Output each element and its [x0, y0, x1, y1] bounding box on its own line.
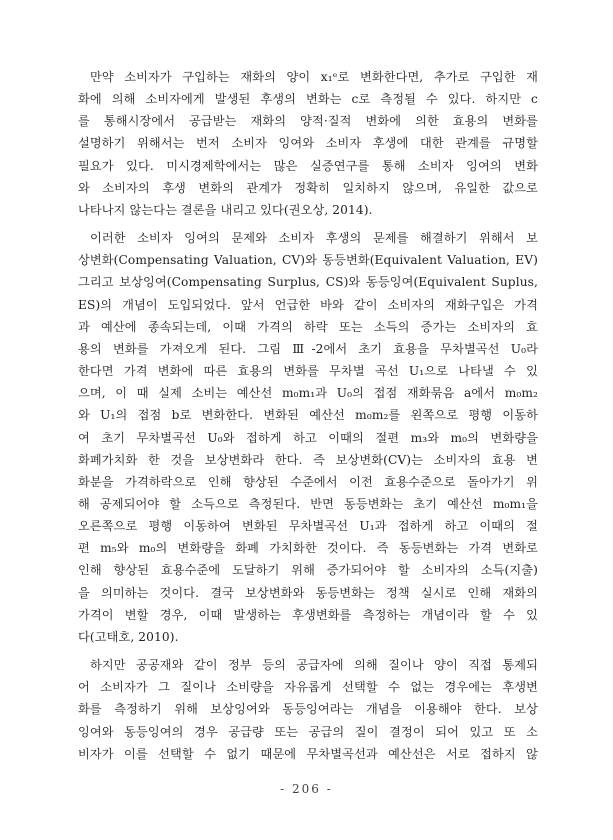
text-line: 를 통해시장에서 공급받는 재화의 양적·질적 변화에 의한 효용의 변화를	[78, 114, 538, 129]
text-line: 나타나지 않는다는 결론을 내리고 있다(권오상, 2014).	[78, 202, 373, 217]
paragraph-1	[78, 66, 538, 221]
text-line: ES)의 개념이 도입되었다. 앞서 언급한 바와 같이 소비자의 재화구입은 가격	[78, 297, 538, 312]
text-line: 그리고 보상잉여(Compensating Surplus, CS)와 동등잉여(Equivalent Suplus,	[78, 275, 538, 290]
text-line: 오른쪽으로 평행 이동하여 변화된 무차별곡선 U₁과 접하게 하고 이때의 절	[78, 519, 538, 534]
page-number: - 206 -	[280, 782, 333, 796]
text-line: 용의 변화를 가져오게 된다. 그림 Ⅲ-2에서 초기 효용을 무차별곡선 U₀라	[78, 341, 538, 356]
text-line: 설명하기 위해서는 번저 소비자 잉여와 소비자 후생에 대한 관계를 규명할	[78, 136, 538, 151]
body-text	[78, 66, 538, 771]
text-line: 을 의미하는 것이다. 결국 보상변화와 동등변화는 정책 실시로 인해 재화의	[78, 585, 538, 600]
text-line: 한다면 가격 변화에 따른 효용의 변화를 무차별 곡선 U₁으로 나타낼 수 있	[78, 364, 538, 379]
text-line: 여 초기 무차별곡선 U₀와 접하게 하고 이때의 절편 m₃와 m₀의 변화량을	[78, 430, 538, 445]
text-line: 만약 소비자가 구입하는 재화의 양이 x₁ᵉ로 변화한다면, 추가로 구입한 재	[90, 70, 538, 84]
text-line: 과 예산에 종속되는데, 이때 가격의 하락 또는 소득의 증가는 소비자의 효	[78, 319, 538, 334]
text-line: 와 U₁의 접점 b로 변화한다. 변화된 예산선 m₀m₂를 왼쪽으로 평행 이동하	[78, 408, 538, 423]
text-line: 비자가 이를 선택할 수 없기 때문에 무차별곡선과 예산선은 서로 접하지 않	[78, 746, 538, 761]
text-line: 화폐가치화 한 것을 보상변화라 한다. 즉 보상변화(CV)는 소비자의 효용 변	[78, 452, 538, 467]
text-line: 해 공제되어야 할 소득으로 측정된다. 반면 동등변화는 초기 예산선 m₀m₁을	[78, 496, 538, 511]
text-line: 가격이 변할 경우, 이때 발생하는 후생변화를 측정하는 개념이라 할 수 있	[78, 607, 538, 622]
text-line: 필요가 있다. 미시경제학에서는 많은 실증연구를 통해 소비자 잉여의 변화	[78, 158, 538, 173]
text-line: 편 m₅와 m₀의 변화량을 화폐 가치화한 것이다. 즉 동등변화는 가격 변화로	[78, 541, 538, 556]
text-line: 잉여와 동등잉여의 경우 공급량 또는 공급의 질이 결정이 되어 있고 또 소	[78, 724, 538, 739]
paragraph-2	[78, 227, 538, 648]
text-line: 하지만 공공재와 같이 정부 등의 공급자에 의해 질이나 양이 직접 통제되	[90, 658, 538, 673]
text-line: 상변화(Compensating Valuation, CV)와 동등변화(Equivalent Valuation, EV)	[78, 253, 538, 268]
text-line: 이러한 소비자 잉여의 문제와 소비자 후생의 문제를 해결하기 위해서 보	[90, 231, 538, 246]
text-line: 화분을 가격하락으로 인해 향상된 수준에서 이전 효용수준으로 돌아가기 위	[78, 474, 538, 489]
text-line: 화에 의해 소비자에게 발생된 후생의 변화는 c로 측정될 수 있다. 하지만 c	[78, 92, 538, 107]
text-line: 인해 향상된 효용수준에 도달하기 위해 증가되어야 할 소비자의 소득(지출)	[78, 563, 538, 578]
text-line: 화를 측정하기 위해 보상잉여와 동등잉여라는 개념을 이용해야 한다. 보상	[78, 702, 538, 717]
text-line: 다(고태호, 2010).	[78, 629, 179, 644]
paragraph-3	[78, 654, 538, 765]
text-line: 와 소비자의 후생 변화의 관계가 정확히 일치하지 않으며, 유일한 값으로	[78, 180, 538, 195]
text-line: 어 소비자가 그 질이나 소비량을 자유롭게 선택할 수 없는 경우에는 후생변	[78, 680, 538, 695]
text-line: 으며, 이 때 실제 소비는 예산선 m₀m₁과 U₀의 접점 재화묶음 a에서 m₀m₂	[78, 386, 538, 401]
